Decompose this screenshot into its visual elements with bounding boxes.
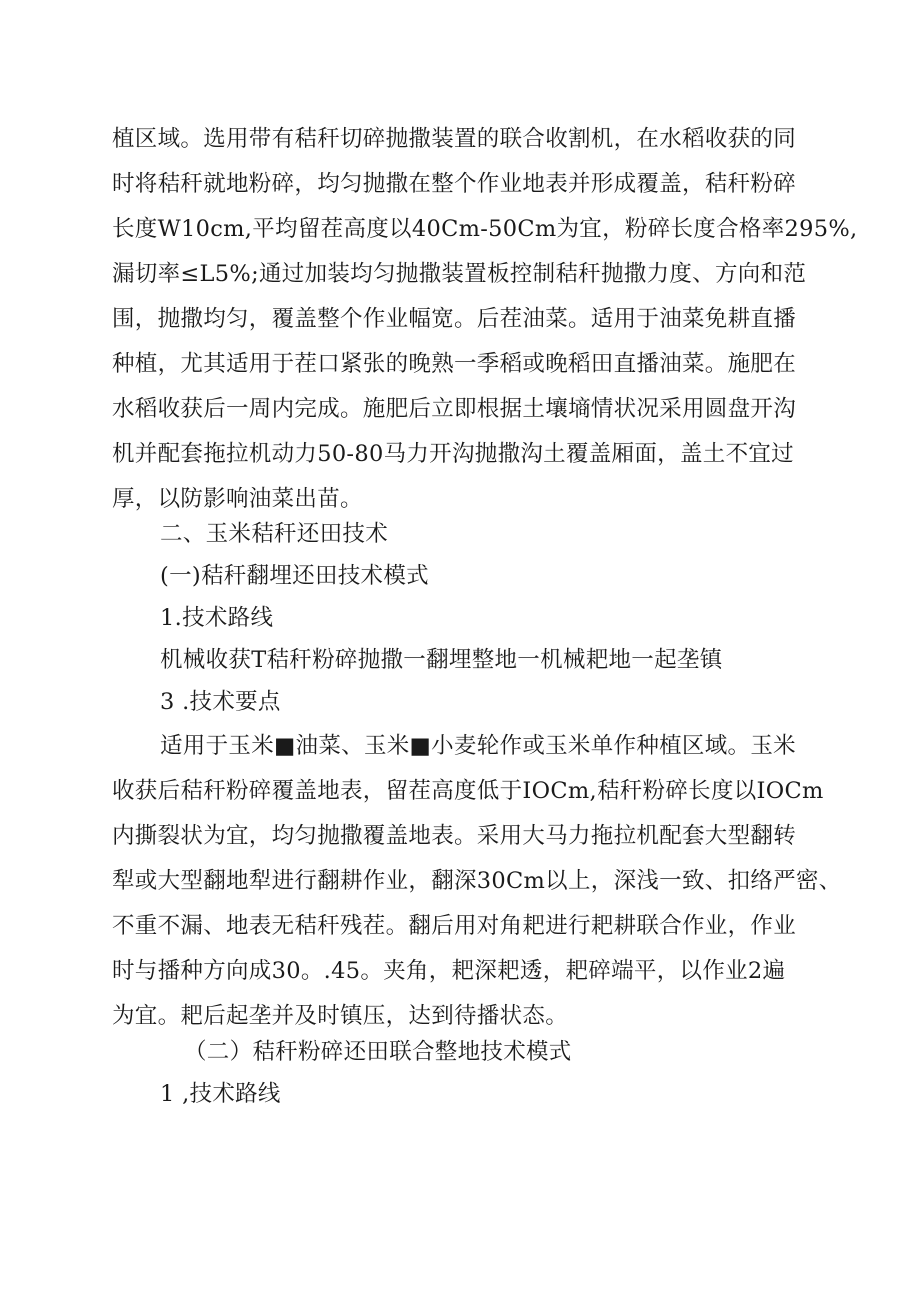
body-text-line: 时将秸秆就地粉碎，均匀抛撒在整个作业地表并形成覆盖，秸秆粉碎 bbox=[112, 171, 797, 197]
body-text-line: 围，抛撒均匀，覆盖整个作业幅宽。后茬油菜。适用于油菜免耕直播 bbox=[112, 306, 797, 332]
body-text-line: 不重不漏、地表无秸秆残茬。翻后用对角耙进行耙耕联合作业，作业 bbox=[112, 913, 797, 939]
body-text-line: 水稻收获后一周内完成。施肥后立即根据土壤墒情状况采用圆盘开沟 bbox=[112, 396, 797, 422]
item-heading: 1 ,技术路线 bbox=[160, 1081, 281, 1107]
item-heading: 3 .技术要点 bbox=[160, 689, 281, 715]
section-heading: 二、玉米秸秆还田技术 bbox=[160, 521, 389, 547]
body-text-line: 内撕裂状为宜，均匀抛撒覆盖地表。采用大马力拖拉机配套大型翻转 bbox=[112, 823, 797, 849]
item-heading: 1.技术路线 bbox=[160, 605, 274, 631]
body-text-line: 长度W10cm,平均留茬高度以40Cm-50Cm为宜，粉碎长度合格率295%, bbox=[112, 216, 858, 242]
subsection-heading: （二）秸秆粉碎还田联合整地技术模式 bbox=[184, 1039, 572, 1065]
body-text-line: 漏切率≤L5%;通过加装均匀抛撒装置板控制秸秆抛撒力度、方向和范 bbox=[112, 261, 807, 287]
body-text-line: 植区域。选用带有秸秆切碎抛撒装置的联合收割机，在水稻收获的同 bbox=[112, 126, 797, 152]
body-text-line: 犁或大型翻地犁进行翻耕作业，翻深30Cm以上，深浅一致、扣络严密、 bbox=[112, 868, 842, 894]
body-text-line: 收获后秸秆粉碎覆盖地表，留茬高度低于IOCm,秸秆粉碎长度以IOCm bbox=[112, 778, 824, 804]
body-text-line: 时与播种方向成30。.45。夹角，耙深耙透，耙碎端平，以作业2遍 bbox=[112, 958, 786, 984]
body-text-line: 种植，尤其适用于茬口紧张的晚熟一季稻或晚稻田直播油菜。施肥在 bbox=[112, 351, 797, 377]
process-route-line: 机械收获T秸秆粉碎抛撒一翻埋整地一机械耙地一起垄镇 bbox=[160, 647, 723, 673]
body-text-line: 适用于玉米■油菜、玉米■小麦轮作或玉米单作种植区域。玉米 bbox=[160, 733, 796, 759]
body-text-line: 为宜。耙后起垄并及时镇压，达到待播状态。 bbox=[112, 1003, 569, 1029]
subsection-heading: (一)秸秆翻埋还田技术模式 bbox=[160, 563, 429, 589]
body-text-line: 厚，以防影响油菜出苗。 bbox=[112, 486, 363, 512]
body-text-line: 机并配套拖拉机动力50-80马力开沟抛撒沟土覆盖厢面，盖土不宜过 bbox=[112, 441, 794, 467]
